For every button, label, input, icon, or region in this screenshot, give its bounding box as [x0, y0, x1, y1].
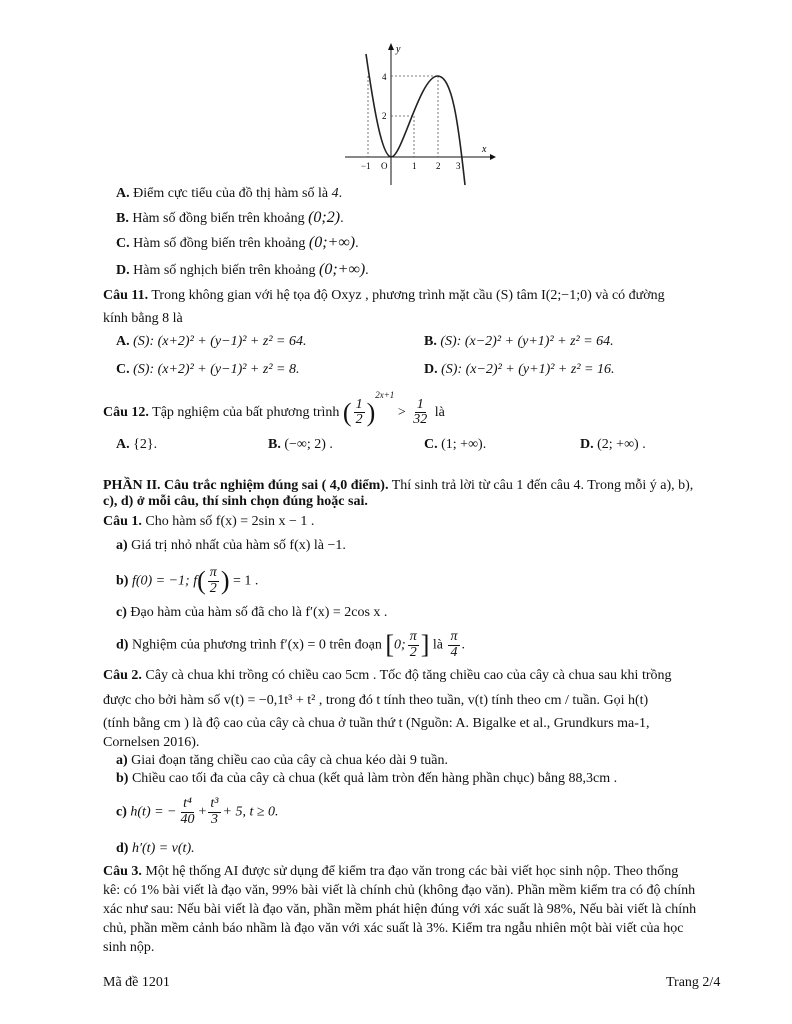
p2q2-d: d) h′(t) = v(t). — [116, 841, 195, 856]
question-label: Câu 12. — [103, 405, 149, 420]
q12-option-b: B. (−∞; 2) . — [268, 437, 333, 452]
question-text: Cho hàm số f(x) = 2sin x − 1 . — [145, 514, 315, 529]
q11-stem-line2: kính bằng 8 là — [103, 311, 183, 326]
q11-option-a — [116, 334, 306, 350]
option-letter: D. — [116, 263, 130, 278]
question-text: Trong không gian với hệ tọa độ Oxyz , phương trình mặt cầu (S) tâm I(2;−1;0) và có đường — [151, 288, 665, 303]
option-math: (0;2) — [308, 209, 341, 226]
tick-x-3: 3 — [456, 161, 461, 171]
question-text: Tập nghiệm của bất phương trình — [152, 405, 340, 420]
question-tail: là — [434, 405, 445, 420]
tick-y-4: 4 — [382, 72, 387, 82]
option-tail: . — [340, 211, 344, 226]
question-text: Một hệ thống AI được sử dụng để kiểm tra đạo văn trong các bài viết học sinh nộp. Theo thống — [145, 864, 679, 879]
part2-instruction-line2: c), d) ở mỗi câu, thí sinh chọn đúng hoặc sai. — [103, 494, 368, 509]
q10-option-a — [116, 186, 342, 202]
exponent: 2x+1 — [375, 390, 395, 400]
option-letter: C. — [116, 236, 130, 251]
option-letter: D. — [424, 362, 438, 377]
option-text: Hàm số đồng biến trên khoảng — [132, 211, 305, 226]
p2q2-line3: (tính bằng cm ) là độ cao của cây cà chua ở tuần thứ t (Nguồn: A. Bigalke et al., Grundkurs ma-1, — [103, 716, 650, 731]
question-label: Câu 2. — [103, 668, 142, 683]
p2q1-a: a) Giá trị nhỏ nhất của hàm số f(x) là −1. — [116, 538, 346, 553]
q10-option-d — [116, 261, 369, 279]
p2q2-line4: Cornelsen 2016). — [103, 735, 200, 750]
base-fraction: $\frac{1}{2}$ — [355, 396, 363, 428]
q10-option-c — [116, 234, 359, 252]
p2q2-c: c) h(t) = − $\frac{\text{t⁴}}{40}$ + $\frac{\text{t³}}{3}$ + 5, t ≥ 0. — [116, 796, 279, 827]
tick-y-2: 2 — [382, 111, 387, 121]
option-math: 4 — [331, 186, 339, 201]
option-letter: B. — [424, 334, 437, 349]
option-math: (0;+∞) — [318, 261, 366, 278]
tick-origin: O — [381, 161, 388, 171]
rhs-fraction: $\frac{1}{32}$ — [413, 396, 428, 428]
option-text: Điểm cực tiểu của đồ thị hàm số là — [133, 186, 329, 201]
function-graph — [340, 40, 500, 190]
p2q2-b: b) Chiều cao tối đa của cây cà chua (kết quả làm tròn đến hàng phần chục) bằng 88,3cm . — [116, 771, 618, 786]
page-number: Trang 2/4 — [666, 975, 721, 990]
option-tail: . — [338, 186, 343, 201]
y-axis-label: y — [396, 44, 401, 55]
p2q3-line5: sinh nộp. — [103, 940, 155, 955]
p2q2-line2: được cho bởi hàm số v(t) = −0,1t³ + t² , trong đó t tính theo tuần, v(t) tính theo cm / tuần. Gọi h(t) — [103, 693, 649, 708]
tick-x-1: 1 — [412, 161, 417, 171]
p2q1-d: d) Nghiệm của phương trình f′(x) = 0 trên đoạn [0; $\frac{\pi}{2}$ ] là $\frac{\pi}{4}$ . — [116, 629, 465, 660]
p2q2-a: a) Giai đoạn tăng chiều cao của cây cà chua kéo dài 9 tuần. — [116, 753, 448, 768]
y-axis-arrow — [388, 43, 394, 50]
option-tail: . — [365, 263, 369, 278]
option-math: (0;+∞) — [308, 234, 356, 251]
question-label: Câu 1. — [103, 514, 142, 529]
p2q1-b: b) f(0) = −1; f( $\frac{\pi}{2}$ ) = 1 . — [116, 565, 259, 596]
option-math: (S): (x−2)² + (y+1)² + z² = 16. — [441, 362, 615, 377]
option-tail: . — [355, 236, 359, 251]
q11-option-d — [424, 362, 614, 378]
q10-option-b — [116, 209, 344, 227]
q11-option-b — [424, 334, 614, 350]
q11-option-c — [116, 362, 299, 378]
option-letter: A. — [116, 334, 130, 349]
p2q3-line3: xác như sau: Nếu bài viết là đạo văn, phần mềm phát hiện đúng với xác suất là 98%, Nếu bài viết là chính — [103, 902, 697, 917]
question-label: Câu 3. — [103, 864, 142, 879]
exam-code: Mã đề 1201 — [103, 975, 170, 990]
option-text: Hàm số nghịch biến trên khoảng — [133, 263, 316, 278]
option-math: (S): (x+2)² + (y−1)² + z² = 8. — [133, 362, 300, 377]
q12-stem: Câu 12. Tập nghiệm của bất phương trình ( $\frac{1}{2}$ )$^{2x+1}$ > $\frac{1}{32}$ là — [103, 390, 445, 428]
option-letter: A. — [116, 186, 130, 201]
option-letter: B. — [116, 211, 129, 226]
option-letter: C. — [116, 362, 130, 377]
p2q3-line2: kê: có 1% bài viết là đạo văn, 99% bài viết là chính chủ (không đạo văn). Phần mềm kiểm tra có độ chính — [103, 883, 696, 898]
question-text: Cây cà chua khi trồng có chiều cao 5cm . Tốc độ tăng chiều cao của cây cà chua sau khi trồng — [145, 668, 672, 683]
p2q2-stem — [103, 668, 672, 684]
option-math: (S): (x+2)² + (y−1)² + z² = 64. — [133, 334, 307, 349]
p2q1-c: c) Đạo hàm của hàm số đã cho là f′(x) = 2cos x . — [116, 605, 388, 620]
question-label: Câu 11. — [103, 288, 149, 303]
p2q1-stem — [103, 514, 314, 530]
q12-option-d: D. (2; +∞) . — [580, 437, 646, 452]
part2-heading — [103, 478, 693, 494]
q11-stem — [103, 288, 665, 304]
part-title: PHẦN II. Câu trắc nghiệm đúng sai ( 4,0 điểm). — [103, 478, 389, 493]
option-math: (S): (x−2)² + (y+1)² + z² = 64. — [440, 334, 614, 349]
q12-option-c: C. (1; +∞). — [424, 437, 487, 452]
x-axis-arrow — [490, 154, 496, 160]
q12-option-a: A. {2}. — [116, 437, 158, 452]
part-instruction: Thí sinh trả lời từ câu 1 đến câu 4. Trong mỗi ý a), b), — [391, 478, 694, 493]
option-text: Hàm số đồng biến trên khoảng — [133, 236, 306, 251]
p2q3-stem — [103, 864, 678, 880]
tick-x-2: 2 — [436, 161, 441, 171]
p2q3-line4: chủ, phần mềm cảnh báo nhầm là đạo văn với xác suất là 3%. Kiểm tra ngẫu nhiên một bài viết của học — [103, 921, 684, 936]
x-axis-label: x — [482, 144, 487, 155]
tick-x-neg1: −1 — [361, 161, 371, 171]
